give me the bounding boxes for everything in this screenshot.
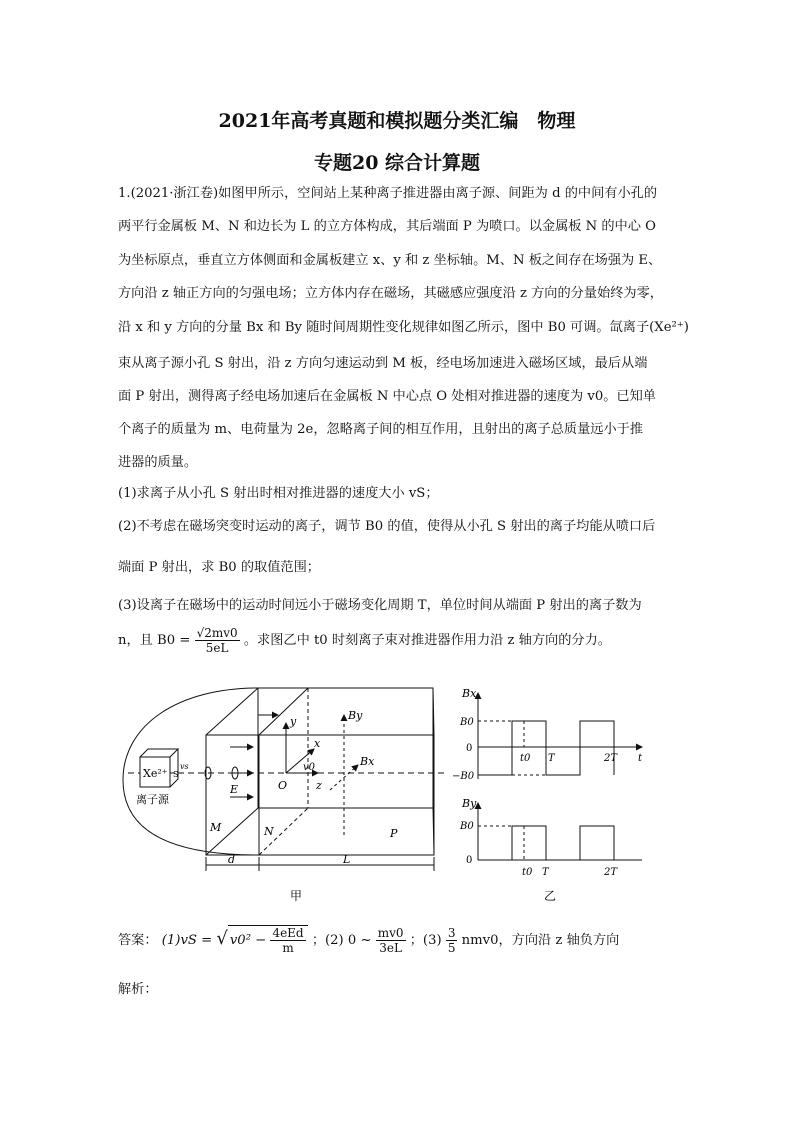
answer-label: 答案：: [118, 933, 158, 948]
answer-part1-frac: [270, 926, 305, 955]
part1-num: 4eEd: [272, 926, 304, 940]
q3-pre: n，且 B0 =: [118, 633, 191, 648]
analysis-label: 解析：: [118, 982, 158, 997]
answer-part1-sqrt: v0² −: [229, 933, 267, 948]
figure-left: [118, 685, 448, 905]
v0-label: v0: [303, 762, 316, 773]
q3-frac-den: 5eL: [205, 641, 229, 655]
part3-num: 3: [447, 926, 456, 940]
answer-part3-frac: [446, 926, 458, 955]
part2-den: 3eL: [379, 941, 402, 955]
bx-waveform: [478, 721, 614, 775]
bx-t: t: [638, 753, 643, 764]
intro-line: 面 P 射出，测得离子经电场加速后在金属板 N 中心点 O 处相对推进器的速度为 v0。已知单: [118, 389, 656, 404]
question-2-line-1: (2)不考虑在磁场突变时运动的离子，调节 B0 的值，使得从小孔 S 射出的离子均能从喷口后: [118, 519, 656, 534]
M-label: M: [210, 821, 222, 834]
q3-frac-num: √2mv0: [196, 626, 238, 640]
part1-den: m: [282, 941, 294, 955]
bx-2T: 2T: [604, 753, 618, 764]
figure-right: [452, 685, 662, 905]
part3-den: 5: [447, 941, 456, 955]
By-label: By: [348, 709, 363, 722]
bx-axis-label: Bx: [462, 687, 477, 700]
y-label: y: [290, 715, 297, 728]
intro-line: 沿 x 和 y 方向的分量 Bx 和 By 随时间周期性变化规律如图乙所示，图中 B0 可调。氙离子(Xe²⁺): [118, 320, 689, 335]
d-label: d: [228, 853, 236, 866]
P-label: P: [390, 827, 398, 840]
cube-front: [259, 735, 434, 855]
intro-line: 为坐标原点，垂直立方体侧面和金属板建立 x、y 和 z 坐标轴。M、N 板之间存在场强为 E、: [118, 253, 662, 268]
question-2-line-2: 端面 P 射出，求 B0 的取值范围；: [118, 560, 320, 575]
bx-b0: B0: [460, 717, 474, 728]
question-1: (1)求离子从小孔 S 射出时相对推进器的速度大小 vS；: [118, 486, 439, 501]
intro-line: 进器的质量。: [118, 455, 198, 470]
doc-title: 2021年高考真题和模拟题分类汇编 物理: [218, 110, 576, 132]
E-label: E: [230, 783, 239, 796]
x-label: x: [314, 737, 321, 750]
sqrt-body: [228, 925, 308, 955]
bx-T: T: [548, 753, 555, 764]
vs-label: vs: [180, 762, 189, 771]
answer-line: [118, 925, 619, 955]
N-label: N: [264, 825, 274, 838]
by-zero: 0: [466, 855, 473, 866]
bx-zero: 0: [466, 743, 473, 754]
answer-part3-post: nmv0，方向沿 z 轴负方向: [461, 933, 620, 948]
source-caption: 离子源: [136, 793, 169, 806]
intro-line: 两平行金属板 M、N 和边长为 L 的立方体构成，其后端面 P 为喷口。以金属板 N 的中心 O: [118, 219, 656, 234]
Bx-label: Bx: [360, 755, 375, 768]
intro-line: 束从离子源小孔 S 射出，沿 z 方向匀速运动到 M 板，经电场加速进入磁场区域，最后从端: [118, 356, 648, 371]
source-label: Xe²⁺: [143, 767, 168, 780]
q3-post: 。求图乙中 t0 时刻离子束对推进器作用力沿 z 轴方向的分力。: [243, 633, 611, 648]
by-waveform: [512, 826, 614, 860]
question-3-line-2: [118, 626, 611, 655]
L-label: L: [343, 853, 351, 866]
bx-t0: t0: [520, 753, 531, 764]
caption-yi: 乙: [544, 889, 557, 903]
answer-part1-pre: (1)vS =: [161, 933, 213, 948]
answer-part2-frac: [376, 926, 406, 955]
q3-fraction: [195, 626, 240, 655]
intro-line: 个离子的质量为 m、电荷量为 2e，忽略离子间的相互作用，且射出的离子总质量远小于推: [118, 422, 644, 437]
z-label: z: [316, 779, 322, 792]
O-label: O: [278, 779, 288, 792]
by-axis-label: By: [462, 797, 477, 810]
intro-line: 1.(2021·浙江卷)如图甲所示，空间站上某种离子推进器由离子源、间距为 d 的中间有小孔的: [118, 186, 658, 201]
by-b0: B0: [460, 821, 474, 832]
part2-num: mv0: [377, 926, 404, 940]
by-2T: 2T: [604, 867, 618, 878]
question-3-line-1: (3)设离子在磁场中的运动时间远小于磁场变化周期 T，单位时间从端面 P 射出的离子数为: [118, 598, 642, 613]
by-T: T: [542, 867, 549, 878]
source-s: S: [173, 770, 179, 779]
answer-part2-pre: ；(2) 0 ~: [311, 933, 372, 948]
intro-line: 方向沿 z 轴正方向的匀强电场；立方体内存在磁场，其磁感应强度沿 z 方向的分量始终为零，: [118, 286, 663, 301]
caption-jia: 甲: [290, 889, 303, 903]
bx-negb0: −B0: [452, 771, 475, 782]
answer-part3-pre: ；(3): [409, 933, 442, 948]
by-t0: t0: [522, 867, 533, 878]
sqrt-symbol: √: [216, 928, 228, 949]
doc-subtitle: 专题20 综合计算题: [313, 152, 481, 174]
